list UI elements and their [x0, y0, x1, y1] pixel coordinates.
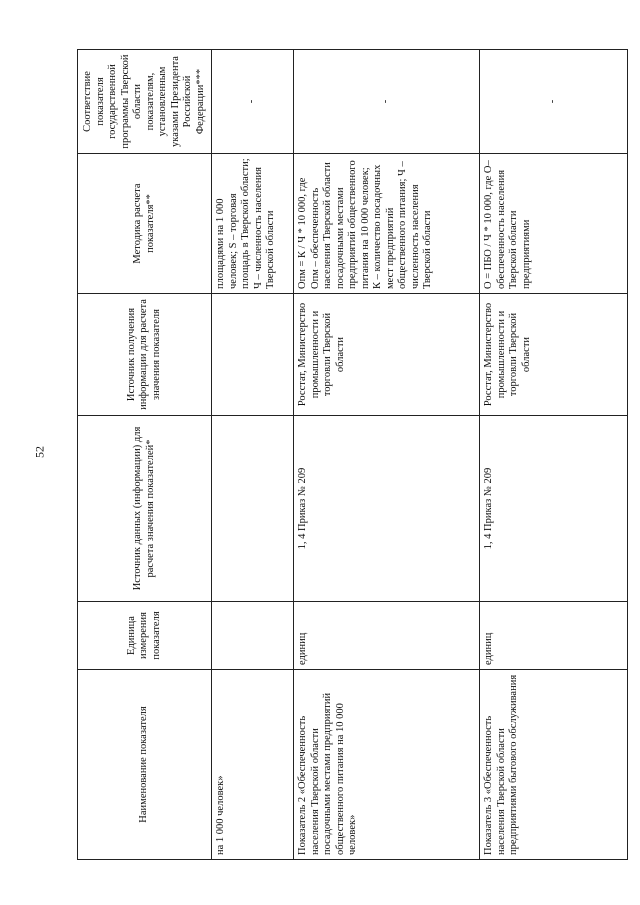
cell-data-source: 1, 4 Приказ № 209: [480, 416, 628, 602]
page-number: 52: [32, 446, 47, 458]
cell-correspondence: -: [212, 50, 294, 154]
cell-info-source: Росстат, Министерство промышленности и торговли Тверской области: [294, 294, 480, 416]
header-correspondence: Соответствие показателя государственной программы Тверской области показателям, установленным указами Президента Российской Федерации***: [78, 50, 212, 154]
header-unit: Единица измерения показателя: [78, 602, 212, 670]
cell-info-source: Росстат, Министерство промышленности и торговли Тверской области: [480, 294, 628, 416]
cell-indicator-name: на 1 000 человек»: [212, 670, 294, 860]
cell-correspondence: -: [480, 50, 628, 154]
cell-method: Опм = К / Ч * 10 000, где Опм – обеспеченность населения Тверской области посадочными местами предприятий общественного питания на 10 000 человек; К – количество посадочных мест предприятий общественного питания; Ч – численность населения Тверской области: [294, 154, 480, 294]
header-method: Методика расчета показателя**: [78, 154, 212, 294]
cell-info-source: [212, 294, 294, 416]
cell-method: О = ПБО / Ч * 10 000, где О– обеспеченность населения Тверской области предприятиями: [480, 154, 628, 294]
table-header-row: [78, 50, 212, 860]
header-indicator-name: Наименование показателя: [78, 670, 212, 860]
cell-unit: [212, 602, 294, 670]
rotated-table-container: [77, 50, 627, 860]
table-row: [212, 50, 294, 860]
cell-data-source: 1, 4 Приказ № 209: [294, 416, 480, 602]
cell-indicator-name: Показатель 2 «Обеспеченность населения Тверской области посадочными местами предприятий общественного питания на 10 000 человек»: [294, 670, 480, 860]
cell-unit: единиц: [294, 602, 480, 670]
cell-method: площадями на 1 000 человек; S – торговая площадь в Тверской области; Ч – численность населения Тверской области: [212, 154, 294, 294]
table-row: [294, 50, 480, 860]
indicators-table: [77, 49, 628, 860]
cell-correspondence: -: [294, 50, 480, 154]
header-info-source: Источник получения информации для расчета значения показателя: [78, 294, 212, 416]
cell-indicator-name: Показатель 3 «Обеспеченность населения Тверской области предприятиями бытового обслуживания: [480, 670, 628, 860]
cell-data-source: [212, 416, 294, 602]
header-data-source: Источник данных (информации) для расчета значения показателей*: [78, 416, 212, 602]
cell-unit: единиц: [480, 602, 628, 670]
table-row: [480, 50, 628, 860]
